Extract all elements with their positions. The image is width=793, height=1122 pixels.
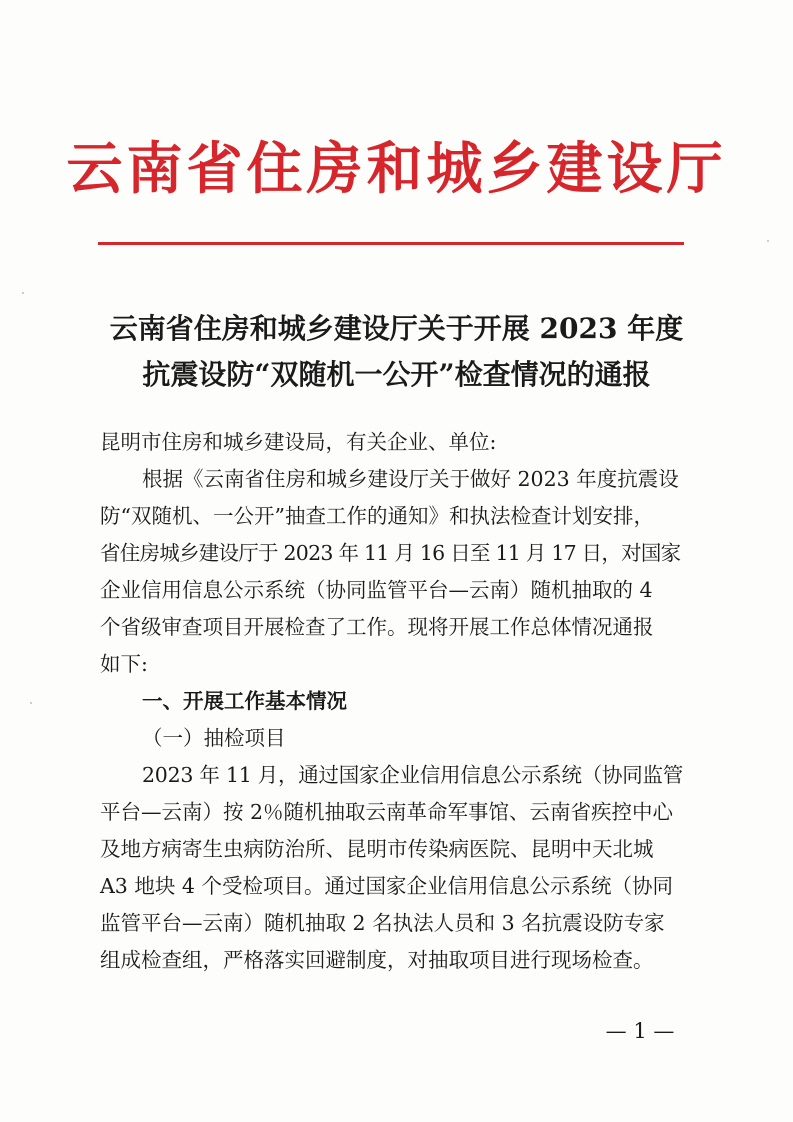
paragraph-1-line-1: 根据《云南省住房和城乡建设厅关于做好 2023 年度抗震设	[142, 467, 679, 491]
paragraph-1-line-6: 如下:	[100, 652, 148, 676]
paragraph-2-line-1: 2023 年 11 月，通过国家企业信用信息公示系统（协同监管	[142, 763, 684, 787]
document-title-line-2: 抗震设防“双随机一公开”检查情况的通报	[142, 358, 651, 391]
scan-speck	[767, 240, 769, 242]
paragraph-2-line-2: 平台—云南）按 2％随机抽取云南革命军事馆、云南省疾控中心	[100, 800, 674, 824]
document-body	[100, 424, 690, 979]
paragraph-1-line-5: 个省级审查项目开展检查了工作。现将开展工作总体情况通报	[100, 615, 654, 639]
salutation: 昆明市住房和城乡建设局，有关企业、单位:	[100, 430, 497, 454]
document-title-line-1: 云南省住房和城乡建设厅关于开展 2023 年度	[109, 312, 684, 345]
scan-speck	[30, 702, 32, 704]
page-number: — 1 —	[605, 1019, 675, 1043]
paragraph-2-line-6: 组成检查组，严格落实回避制度，对抽取项目进行现场检查。	[100, 948, 654, 972]
paragraph-1-line-4: 企业信用信息公示系统（协同监管平台—云南）随机抽取的 4	[100, 578, 653, 602]
document-title	[0, 306, 793, 398]
section-1-heading: 一、开展工作基本情况	[142, 689, 347, 713]
paragraph-1-line-2: 防“双随机、一公开”抽查工作的通知》和执法检查计划安排，	[100, 504, 654, 528]
paragraph-2-line-3: 及地方病寄生虫病防治所、昆明市传染病医院、昆明中天北城	[100, 837, 654, 861]
scan-speck	[22, 292, 24, 294]
subsection-1-heading: （一）抽检项目	[142, 726, 286, 750]
header-red-rule	[98, 242, 684, 245]
paragraph-2-line-5: 监管平台—云南）随机抽取 2 名执法人员和 3 名抗震设防专家	[100, 911, 665, 935]
paragraph-2-line-4: A3 地块 4 个受检项目。通过国家企业信用信息公示系统（协同	[100, 874, 673, 898]
paragraph-1-line-3: 省住房城乡建设厅于 2023 年 11 月 16 日至 11 月 17 日，对国家	[100, 541, 681, 565]
issuing-organization-header: 云南省住房和城乡建设厅	[66, 137, 727, 202]
